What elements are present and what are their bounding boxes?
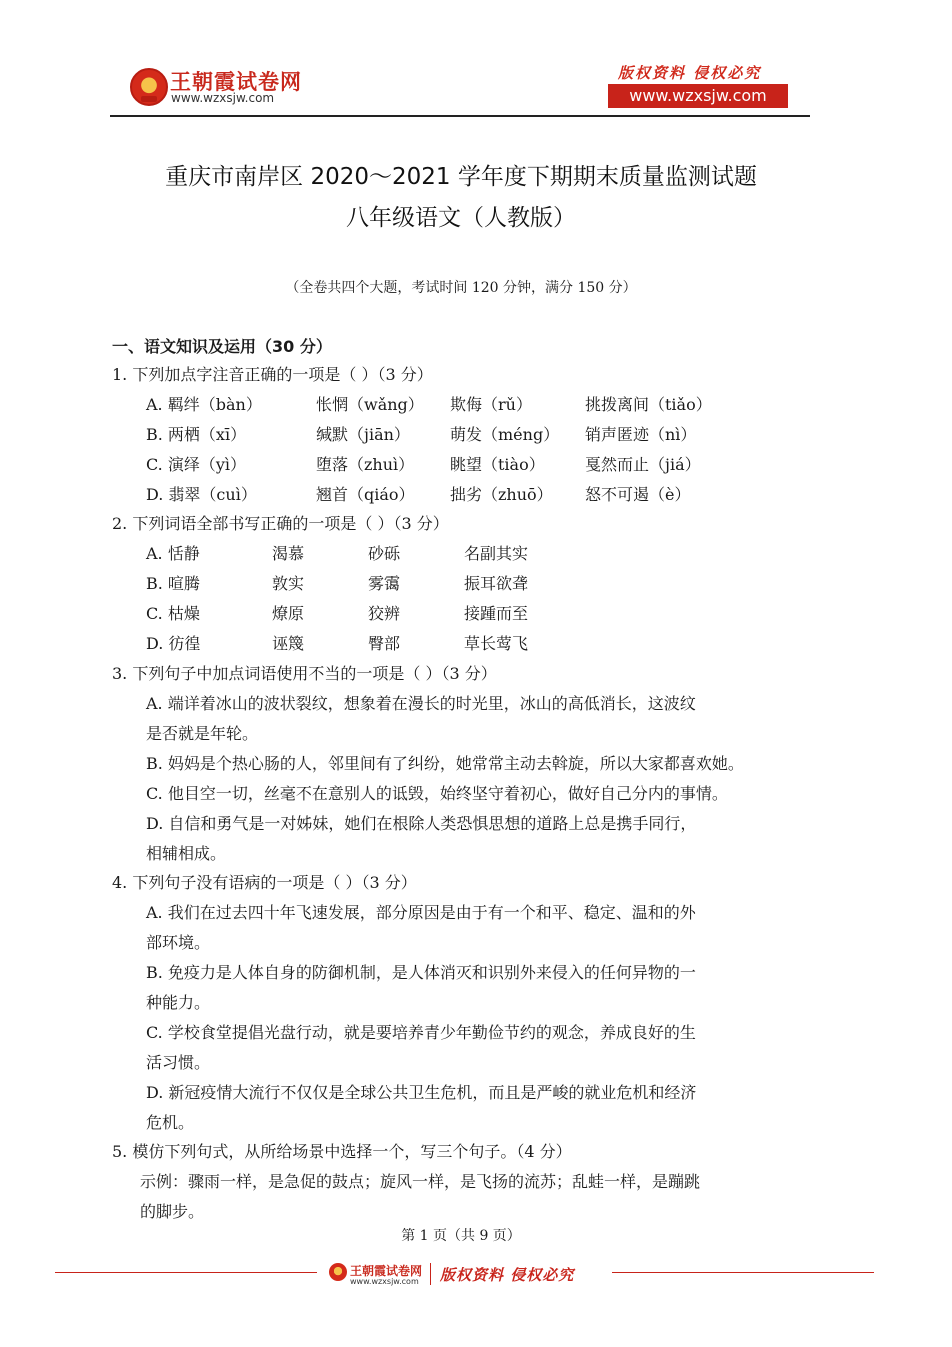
footer-separator: [430, 1263, 431, 1285]
option-cell: D. 翡翠（cuì）: [146, 485, 257, 504]
option-cell: 眺望（tiào）: [450, 455, 545, 474]
header-divider: [110, 115, 810, 117]
section-heading: 一、语文知识及运用（30 分）: [112, 337, 332, 356]
option-cell: 拙劣（zhuō）: [450, 485, 553, 504]
option-cell: 渴慕: [272, 544, 305, 563]
question-5-line: 的脚步。: [140, 1202, 205, 1221]
footer-logo-seal: [329, 1263, 347, 1281]
question-4-line: 部环境。: [146, 933, 211, 952]
option-cell: 敦实: [272, 574, 305, 593]
question-3-line: A. 端详着冰山的波状裂纹，想象着在漫长的时光里，冰山的高低消长，这波纹: [146, 694, 696, 713]
exam-title: 重庆市南岸区 2020～2021 学年度下期期末质量监测试题: [165, 164, 757, 190]
question-4-line: D. 新冠疫情大流行不仅仅是全球公共卫生危机，而且是严峻的就业危机和经济: [146, 1083, 697, 1102]
option-cell: 雾霭: [368, 574, 401, 593]
question-4-line: 危机。: [146, 1113, 195, 1132]
exam-subtitle: 八年级语文（人教版）: [346, 205, 576, 231]
option-cell: 振耳欲聋: [464, 574, 529, 593]
footer-slogan: 版权资料 侵权必究: [440, 1266, 575, 1284]
question-3-line: B. 妈妈是个热心肠的人，邻里间有了纠纷，她常常主动去斡旋，所以大家都喜欢她。: [146, 754, 744, 773]
option-cell: 砂砾: [368, 544, 401, 563]
question-4-line: B. 免疫力是人体自身的防御机制，是人体消灭和识别外来侵入的任何异物的一: [146, 963, 696, 982]
option-cell: A. 恬静: [146, 544, 200, 563]
question-4-line: A. 我们在过去四十年飞速发展，部分原因是由于有一个和平、稳定、温和的外: [146, 903, 696, 922]
option-cell: 草长莺飞: [464, 634, 529, 653]
question-3-line: 相辅相成。: [146, 844, 227, 863]
option-cell: 怅惘（wǎng）: [316, 395, 424, 414]
option-cell: 怒不可遏（è）: [585, 485, 691, 504]
option-cell: 挑拨离间（tiǎo）: [585, 395, 712, 414]
site-logo-name: 王朝霞试卷网: [170, 70, 302, 94]
footer-divider-right: [612, 1272, 874, 1273]
exam-note: （全卷共四个大题，考试时间 120 分钟，满分 150 分）: [285, 280, 637, 296]
footer-logo-name: 王朝霞试卷网: [350, 1264, 423, 1278]
site-url-banner: www.wzxsjw.com: [608, 84, 788, 108]
question-4-line: 种能力。: [146, 993, 211, 1012]
question-4-line: C. 学校食堂提倡光盘行动，就是要培养青少年勤俭节约的观念，养成良好的生: [146, 1023, 696, 1042]
option-cell: 臀部: [368, 634, 401, 653]
site-logo-seal: [130, 68, 168, 106]
option-cell: 销声匿迹（nì）: [585, 425, 697, 444]
option-cell: B. 两栖（xī）: [146, 425, 247, 444]
option-cell: 接踵而至: [464, 604, 529, 623]
option-cell: 燎原: [272, 604, 305, 623]
option-cell: A. 羁绊（bàn）: [146, 395, 262, 414]
option-cell: 翘首（qiáo）: [316, 485, 415, 504]
option-cell: 名副其实: [464, 544, 529, 563]
copyright-slogan: 版权资料 侵权必究: [618, 64, 762, 82]
question-3-line: D. 自信和勇气是一对姊妹，她们在根除人类恐惧思想的道路上总是携手同行，: [146, 814, 697, 833]
question-5-stem: 5. 模仿下列句式，从所给场景中选择一个，写三个句子。（4 分）: [112, 1142, 572, 1161]
site-logo-url: www.wzxsjw.com: [171, 91, 275, 105]
option-cell: 诬篾: [272, 634, 305, 653]
question-4-stem: 4. 下列句子没有语病的一项是（ ）（3 分）: [112, 873, 417, 892]
option-cell: 萌发（méng）: [450, 425, 560, 444]
option-cell: 戛然而止（jiá）: [585, 455, 701, 474]
option-cell: D. 彷徨: [146, 634, 201, 653]
question-5-line: 示例：骤雨一样，是急促的鼓点；旋风一样，是飞扬的流苏；乱蛙一样，是蹦跳: [140, 1172, 701, 1191]
option-cell: B. 喧腾: [146, 574, 200, 593]
question-3-line: 是否就是年轮。: [146, 724, 259, 743]
option-cell: C. 演绎（yì）: [146, 455, 247, 474]
option-cell: 堕落（zhuì）: [316, 455, 415, 474]
question-3-line: C. 他目空一切，丝毫不在意别人的诋毁，始终坚守着初心，做好自己分内的事情。: [146, 784, 728, 803]
footer-logo-url: www.wzxsjw.com: [350, 1277, 419, 1286]
footer-divider-left: [55, 1272, 317, 1273]
option-cell: 欺侮（rǔ）: [450, 395, 532, 414]
option-cell: C. 枯燥: [146, 604, 200, 623]
question-1-stem: 1. 下列加点字注音正确的一项是（ ）（3 分）: [112, 365, 433, 384]
page-number: 第 1 页（共 9 页）: [401, 1228, 521, 1244]
question-4-line: 活习惯。: [146, 1053, 211, 1072]
option-cell: 狡辨: [368, 604, 401, 623]
option-cell: 缄默（jiān）: [316, 425, 410, 444]
question-2-stem: 2. 下列词语全部书写正确的一项是（ ）（3 分）: [112, 514, 449, 533]
question-3-stem: 3. 下列句子中加点词语使用不当的一项是（ ）（3 分）: [112, 664, 497, 683]
